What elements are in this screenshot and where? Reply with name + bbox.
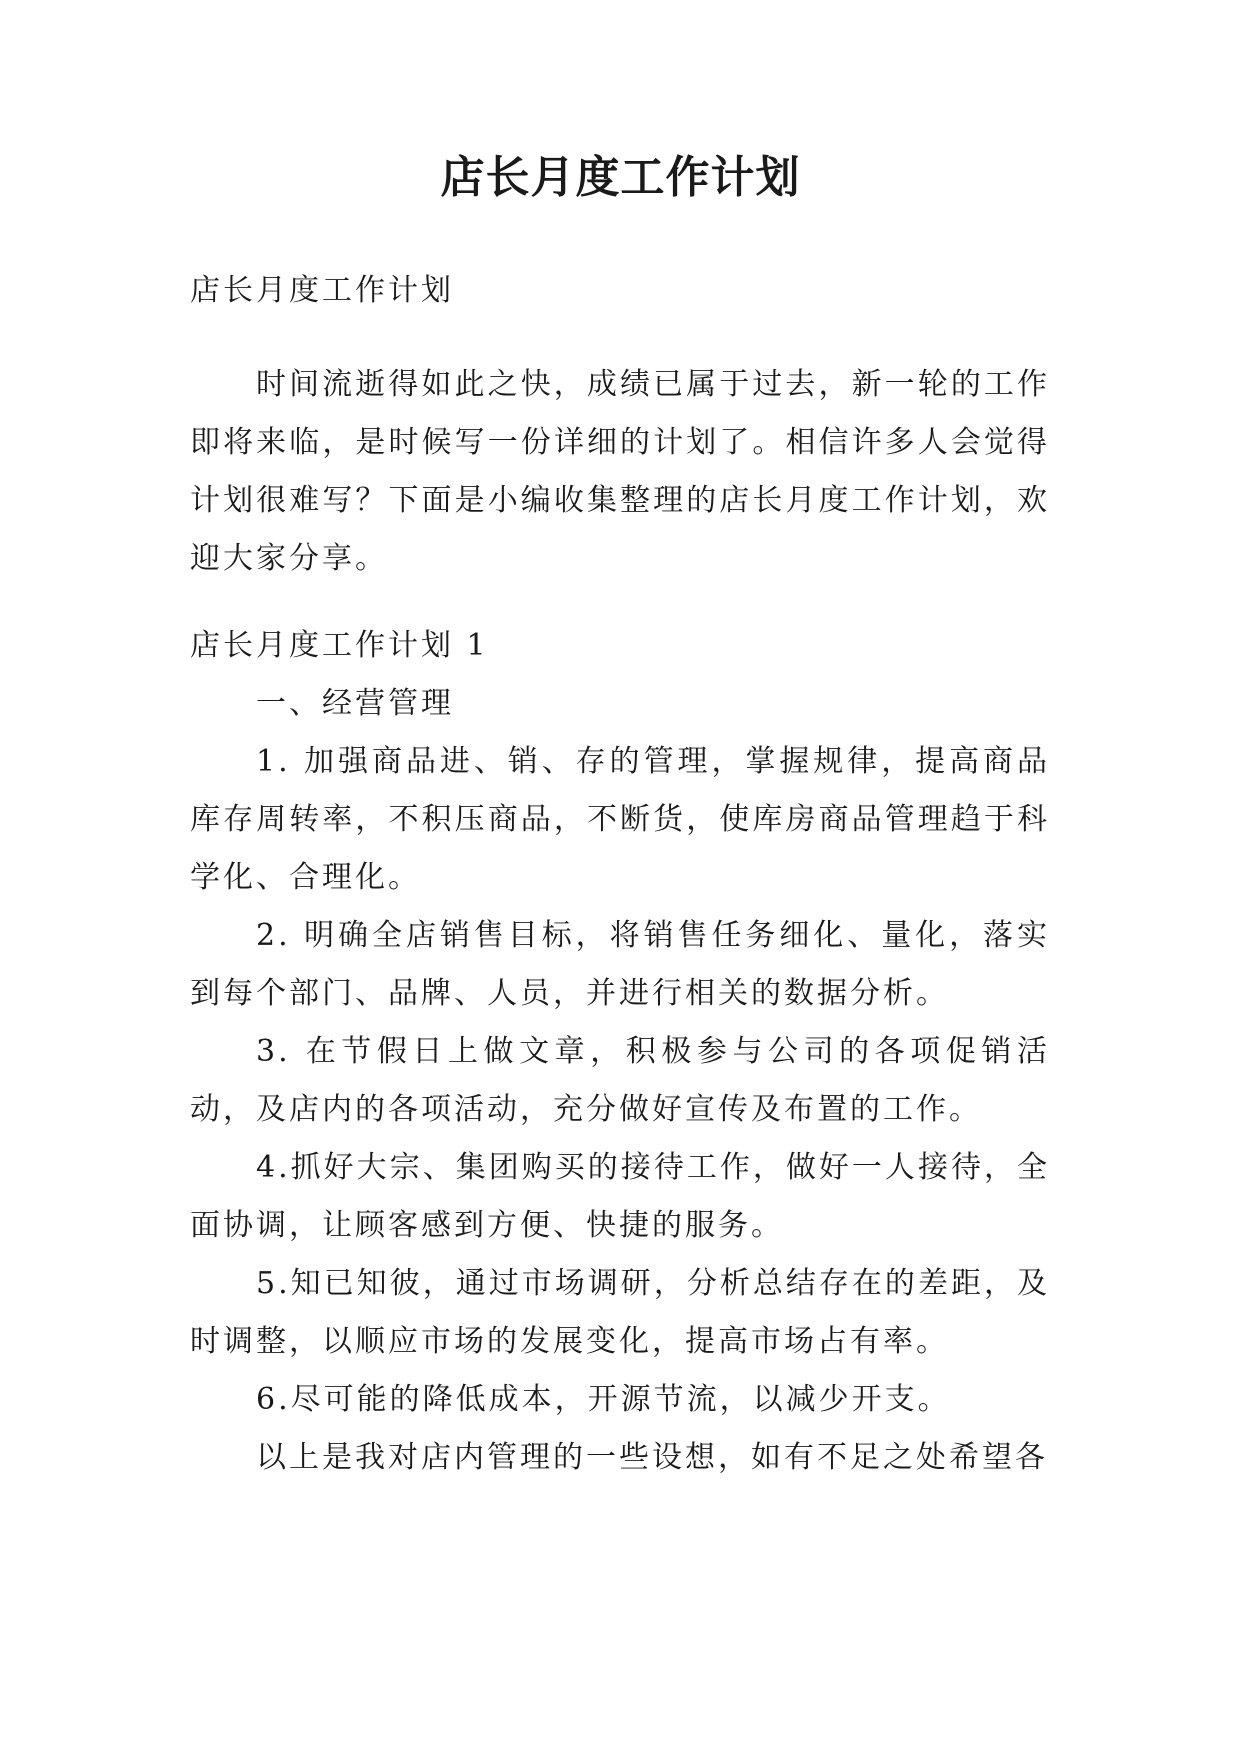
- list-item: 2. 明确全店销售目标，将销售任务细化、量化，落实到每个部门、品牌、人员，并进行相关的数据分析。: [190, 918, 1050, 1011]
- intro-paragraph: 时间流逝得如此之快，成绩已属于过去，新一轮的工作即将来临，是时候写一份详细的计划了。相信许多人会觉得计划很难写？下面是小编收集整理的店长月度工作计划，欢迎大家分享。: [190, 367, 1050, 576]
- document-subtitle: 店长月度工作计划: [190, 273, 454, 308]
- section-title: 店长月度工作计划 1: [190, 628, 489, 663]
- intro-block: [190, 356, 1050, 588]
- list-item: 4.抓好大宗、集团购买的接待工作，做好一人接待，全面协调，让顾客感到方便、快捷的服务。: [190, 1150, 1050, 1243]
- list-item: 5.知已知彼，通过市场调研，分析总结存在的差距，及时调整，以顺应市场的发展变化，提高市场占有率。: [190, 1266, 1050, 1359]
- section-block: [190, 617, 1050, 1487]
- subtitle-block: [190, 262, 1050, 320]
- subsection-title: 一、经营管理: [256, 686, 454, 721]
- list-item: 6.尽可能的降低成本，开源节流，以减少开支。: [256, 1382, 951, 1417]
- list-item: 1. 加强商品进、销、存的管理，掌握规律，提高商品库存周转率，不积压商品，不断货，使库房商品管理趋于科学化、合理化。: [190, 744, 1050, 895]
- list-item: 3. 在节假日上做文章，积极参与公司的各项促销活动，及店内的各项活动，充分做好宣传及布置的工作。: [190, 1034, 1050, 1127]
- closing-paragraph: 以上是我对店内管理的一些设想，如有不足之处希望各: [256, 1440, 1048, 1475]
- document-title: 店长月度工作计划: [440, 152, 801, 203]
